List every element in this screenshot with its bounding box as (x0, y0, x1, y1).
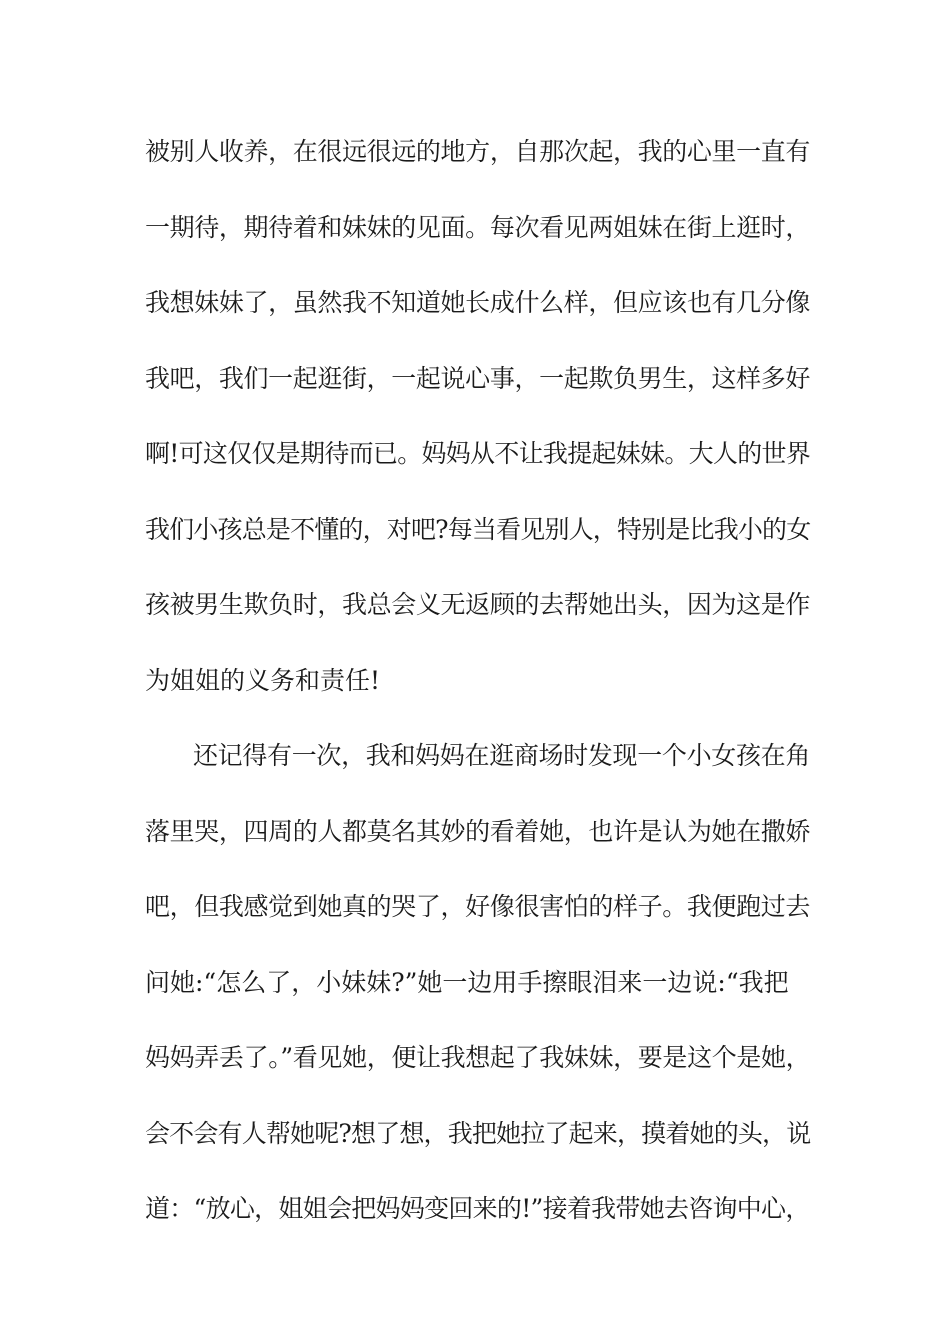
text-line: 孩被男生欺负时，我总会义无返顾的去帮她出头，因为这是作 (145, 590, 811, 619)
text-line: 啊!可这仅仅是期待而已。妈妈从不让我提起妹妹。大人的世界 (145, 439, 811, 468)
text-line: 问她:“怎么了，小妹妹?”她一边用手擦眼泪来一边说:“我把 (145, 967, 789, 997)
text-line: 会不会有人帮她呢?想了想，我把她拉了起来，摸着她的头，说 (145, 1118, 811, 1148)
text-line: 吧，但我感觉到她真的哭了，好像很害怕的样子。我便跑过去 (145, 892, 811, 921)
body-text (145, 127, 810, 1260)
paragraph-start-line: 还记得有一次，我和妈妈在逛商场时发现一个小女孩在角 (193, 741, 811, 770)
text-line: 被别人收养，在很远很远的地方，自那次起，我的心里一直有 (145, 137, 811, 166)
text-line: 妈妈弄丢了。”看见她，便让我想起了我妹妹，要是这个是她， (145, 1043, 811, 1072)
text-line: 为姐姐的义务和责任! (145, 665, 381, 695)
text-line: 道：“放心，姐姐会把妈妈变回来的!”接着我带她去咨询中心， (145, 1194, 810, 1223)
text-line: 落里哭，四周的人都莫名其妙的看着她，也许是认为她在撒娇 (145, 816, 811, 846)
text-line: 我吧，我们一起逛街，一起说心事，一起欺负男生，这样多好 (145, 363, 811, 393)
text-line: 我想妹妹了，虽然我不知道她长成什么样，但应该也有几分像 (145, 288, 811, 317)
text-line: 我们小孩总是不懂的，对吧?每当看见别人，特别是比我小的女 (145, 514, 811, 544)
text-line: 一期待，期待着和妹妹的见面。每次看见两姐妹在街上逛时， (145, 212, 811, 242)
